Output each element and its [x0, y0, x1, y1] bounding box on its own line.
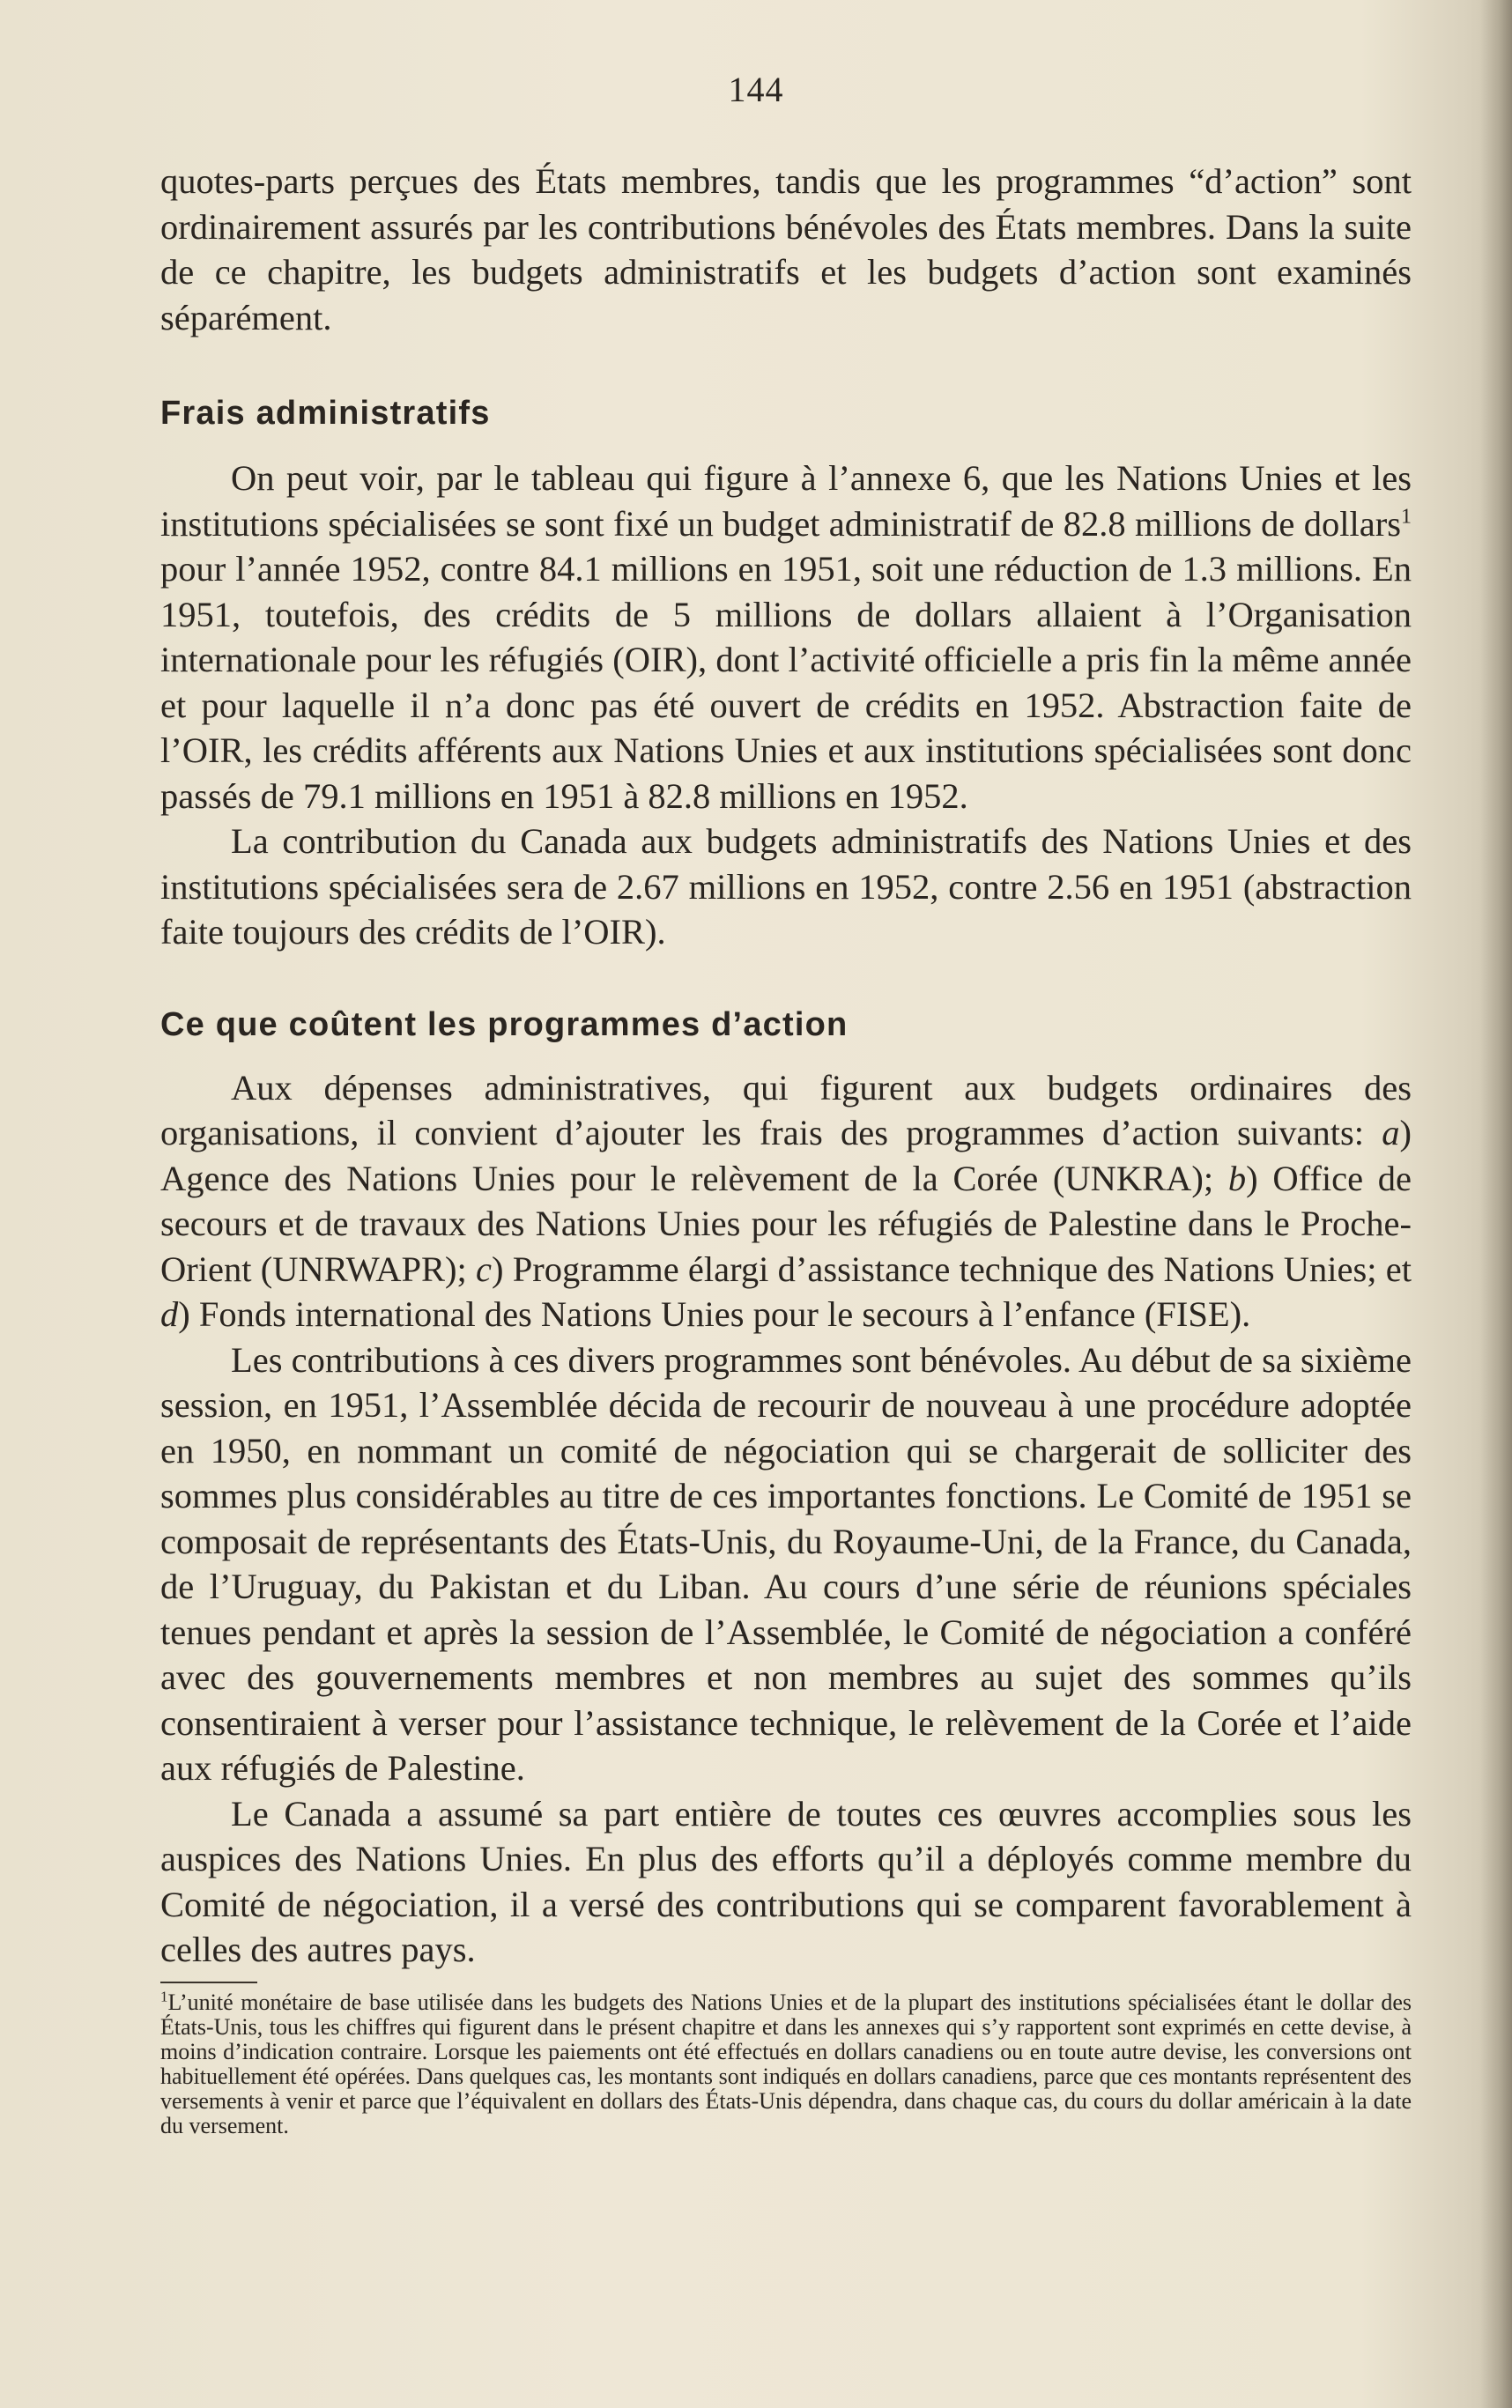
paragraph-programmes-action — [160, 1065, 1412, 1337]
section-heading-frais-administratifs: Frais administratifs — [160, 395, 491, 432]
list-letter: c — [476, 1248, 492, 1289]
binding-edge-shadow — [1480, 0, 1512, 2408]
section-heading-programmes-action: Ce que coûtent les programmes d’action — [160, 1005, 849, 1043]
footnote — [160, 1987, 1412, 2138]
footnote-divider — [160, 1982, 257, 1983]
page-body — [160, 159, 1412, 2138]
paragraph-text: ) Fonds international des Nations Unies pour le secours à l’enfance (FISE). — [178, 1294, 1251, 1334]
paragraph-intro: quotes-parts perçues des États membres, tandis que les programmes “d’action” sont ordinairement assurés par les contributions bénévoles des États membres. Dans la suite de ce chapitre, les budgets administratifs et les budgets d’action sont examinés séparément. — [160, 161, 1412, 337]
paragraph-text: ) Programme élargi d’assistance technique des Nations Unies; et — [491, 1248, 1412, 1289]
page-number: 144 — [728, 70, 784, 109]
list-letter: a — [1382, 1113, 1400, 1152]
paragraph-contributions-benevoles: Les contributions à ces divers programmes sont bénévoles. Au début de sa sixième session, en 1951, l’Assemblée décida de recourir de nouveau à une procédure adoptée en 1950, en nommant un comité de négociation qui se chargerait de solliciter des sommes plus considérables au titre de ces importantes fonctions. Le Comité de 1951 se composait de représentants des États-Unis, du Royaume-Uni, de la France, du Canada, de l’Uruguay, du Pakistan et du Liban. Au cours d’une série de réunions spéciales tenues pendant et après la session de l’Assemblée, le Comité de négociation a conféré avec des gouvernements membres et non membres au sujet des sommes qu’ils consentiraient à verser pour l’assistance technique, le relèvement de la Corée et l’aide aux réfugiés de Palestine. — [160, 1339, 1412, 1788]
list-letter: b — [1227, 1158, 1247, 1198]
paragraph-text: On peut voir, par le tableau qui figure à l’annexe 6, que les Nations Unies et les institutions spécialisées se sont fixé un budget administratif de 82.8 millions de dollars — [160, 458, 1412, 544]
paragraph-part-canada: Le Canada a assumé sa part entière de toutes ces œuvres accomplies sous les auspices des Nations Unies. En plus des efforts qu’il a déployés comme membre du Comité de négociation, il a versé des contributions qui se comparent favorablement à celles des autres pays. — [160, 1793, 1412, 1969]
footnote-marker: 1 — [160, 1987, 168, 2004]
footnote-reference: 1 — [1401, 505, 1412, 528]
paragraph-text: pour l’année 1952, contre 84.1 millions en 1951, soit une réduction de 1.3 millions. En 1951, toutefois, des crédits de 5 millions de dollars allaient à l’Organisation internationale pour les réfugiés (OIR), dont l’activité officielle a pris fin la même année et pour laquelle il n’a donc pas été ouvert de crédits en 1952. Abstraction faite de l’OIR, les crédits afférents aux Nations Unies et aux institutions spécialisées sont donc passés de 79.1 millions en 1951 à 82.8 millions en 1952. — [160, 549, 1412, 816]
list-letter: d — [160, 1294, 179, 1334]
paragraph-text: Aux dépenses administratives, qui figurent aux budgets ordinaires des organisations, il convient d’ajouter les frais des programmes d’action suivants: — [160, 1067, 1412, 1152]
paragraph-text: ) Agence des Nations Unies pour le relèvement de la Corée (UNKRA); — [160, 1113, 1412, 1198]
paragraph-budget-administratif — [160, 456, 1412, 819]
footnote-text: L’unité monétaire de base utilisée dans les budgets des Nations Unies et de la plupart des institutions spécialisées étant le dollar des États-Unis, tous les chiffres qui figurent dans le présent chapitre et dans les annexes qui s’y rapportent sont exprimés en cette devise, à moins d’indication contraire. Lorsque les paiements ont été effectués en dollars canadiens ou en toute autre devise, les conversions ont habituellement été opérées. Dans quelques cas, les montants sont indiqués en dollars canadiens, parce que ces montants représentent des versements à venir et parce que l’équivalent en dollars des États-Unis dépendra, dans chaque cas, du cours du dollar américain à la date du versement. — [160, 1989, 1412, 2138]
paragraph-contribution-canada: La contribution du Canada aux budgets administratifs des Nations Unies et des institutions spécialisées sera de 2.67 millions en 1952, contre 2.56 en 1951 (abstraction faite toujours des crédits de l’OIR). — [160, 821, 1412, 952]
paragraph-text: ) Office de secours et de travaux des Nations Unies pour les réfugiés de Palestine dans le Proche-Orient (UNRWAPR); — [160, 1158, 1412, 1289]
